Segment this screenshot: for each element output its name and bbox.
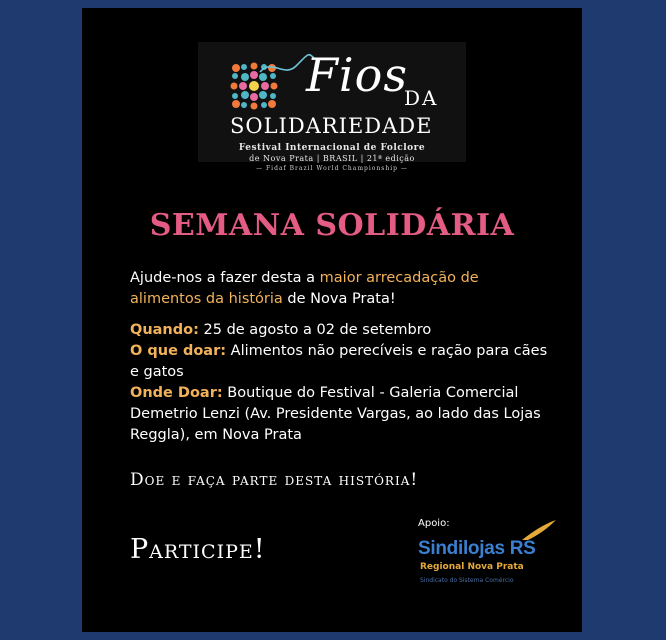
- intro-part1: Ajude-nos a fazer desta a: [130, 270, 320, 286]
- what-row: [130, 341, 550, 383]
- what-label: O que doar:: [130, 343, 227, 359]
- sponsor-regional: Regional Nova Prata: [420, 562, 524, 572]
- festival-name: Festival Internacional de Folclore: [238, 143, 426, 153]
- sponsor-name: Sindilojas: [418, 538, 505, 559]
- apoio-label: Apoio:: [418, 518, 450, 529]
- intro-part2: de Nova Prata!: [282, 291, 396, 307]
- fios-da-solidariedade-logo: [198, 42, 466, 172]
- intro-highlight: maior arrecadação de alimentos da história: [130, 270, 479, 307]
- logo-word-solidariedade: SOLIDARIEDADE: [230, 114, 433, 138]
- logo-word-fios: Fios: [306, 48, 408, 102]
- where-row: [130, 383, 550, 446]
- what-value: Alimentos não perecíveis e ração para cães e gatos: [130, 343, 548, 380]
- festival-location: de Nova Prata | BRASIL | 21ª edição: [249, 154, 415, 163]
- sponsor-suffix: RS: [509, 538, 536, 559]
- event-details: [130, 320, 550, 446]
- participe-heading: Participe!: [130, 534, 266, 565]
- call-to-action: Doe e faça parte desta história!: [130, 470, 419, 490]
- sponsor-sistema: Sindicato do Sistema Comércio: [420, 577, 514, 584]
- page-title: SEMANA SOLIDÁRIA: [149, 208, 515, 243]
- poster: [82, 8, 582, 632]
- when-value: 25 de agosto a 02 de setembro: [198, 322, 432, 338]
- when-label: Quando:: [130, 322, 199, 338]
- sponsor-logo-name: [418, 538, 536, 560]
- when-row: [130, 320, 550, 341]
- where-value: Boutique do Festival - Galeria Comercial Demetrio Lenzi (Av. Presidente Vargas, ao lado das Lojas Reggla), em Nova Prata: [130, 385, 541, 443]
- where-label: Onde Doar:: [130, 385, 223, 401]
- logo-word-da: DA: [404, 86, 439, 110]
- intro-text: [130, 268, 550, 310]
- festival-championship: — Fidaf Brazil World Championship —: [256, 165, 408, 172]
